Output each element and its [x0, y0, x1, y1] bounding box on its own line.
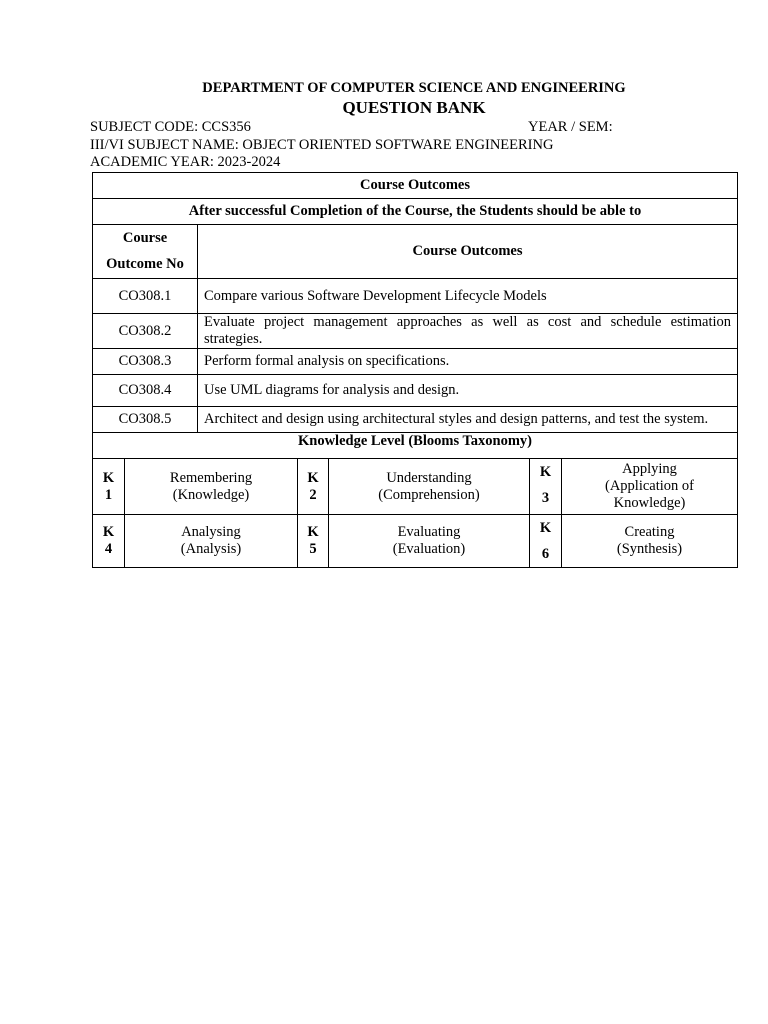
year-sem-label: YEAR / SEM: [528, 119, 613, 135]
course-outcomes-title: Course Outcomes [93, 173, 738, 199]
header-outcome-no [93, 225, 198, 279]
outcome-code: CO308.3 [93, 349, 198, 375]
knowledge-level-table [92, 432, 738, 568]
table-row [93, 459, 738, 515]
level-code: K 4 [93, 515, 125, 568]
level-code: K 1 [93, 459, 125, 515]
outcome-code: CO308.5 [93, 407, 198, 433]
outcome-code: CO308.1 [93, 279, 198, 314]
subject-code-line: SUBJECT CODE: CCS356 [90, 119, 251, 135]
course-outcomes-table [92, 172, 738, 433]
table-row [93, 279, 738, 314]
outcome-code: CO308.2 [93, 314, 198, 349]
header-outcome-no-line2: Outcome No [106, 256, 184, 272]
course-outcomes-intro: After successful Completion of the Course, the Students should be able to [93, 199, 738, 225]
table-row [93, 375, 738, 407]
level-code: K 2 [298, 459, 329, 515]
level-name: Understanding (Comprehension) [329, 459, 530, 515]
level-name: Analysing (Analysis) [125, 515, 298, 568]
level-name: Remembering (Knowledge) [125, 459, 298, 515]
level-name: Creating (Synthesis) [562, 515, 738, 568]
page-title: QUESTION BANK [342, 98, 486, 117]
header-outcome-no-line1: Course [122, 230, 168, 246]
header-course-outcomes: Course Outcomes [198, 225, 738, 279]
subject-name-line: III/VI SUBJECT NAME: OBJECT ORIENTED SOFTWARE ENGINEERING [90, 137, 554, 153]
outcome-text: Architect and design using architectural styles and design patterns, and test the system. [198, 407, 738, 433]
knowledge-level-title: Knowledge Level (Blooms Taxonomy) [93, 433, 738, 459]
outcome-text: Use UML diagrams for analysis and design. [198, 375, 738, 407]
table-row [93, 515, 738, 568]
level-code: K 5 [298, 515, 329, 568]
table-row [93, 407, 738, 433]
academic-year-line: ACADEMIC YEAR: 2023-2024 [90, 154, 281, 170]
table-row [93, 349, 738, 375]
outcome-text: Perform formal analysis on specifications. [198, 349, 738, 375]
department-heading: DEPARTMENT OF COMPUTER SCIENCE AND ENGINEERING [202, 80, 626, 96]
outcome-text: Compare various Software Development Lifecycle Models [198, 279, 738, 314]
outcome-code: CO308.4 [93, 375, 198, 407]
level-name: Applying (Application of Knowledge) [562, 459, 738, 515]
table-row [93, 314, 738, 349]
level-name: Evaluating (Evaluation) [329, 515, 530, 568]
level-code: K 3 [530, 459, 562, 515]
outcome-text: Evaluate project management approaches as well as cost and schedule estimation strategies. [198, 314, 738, 349]
level-code: K 6 [530, 515, 562, 568]
